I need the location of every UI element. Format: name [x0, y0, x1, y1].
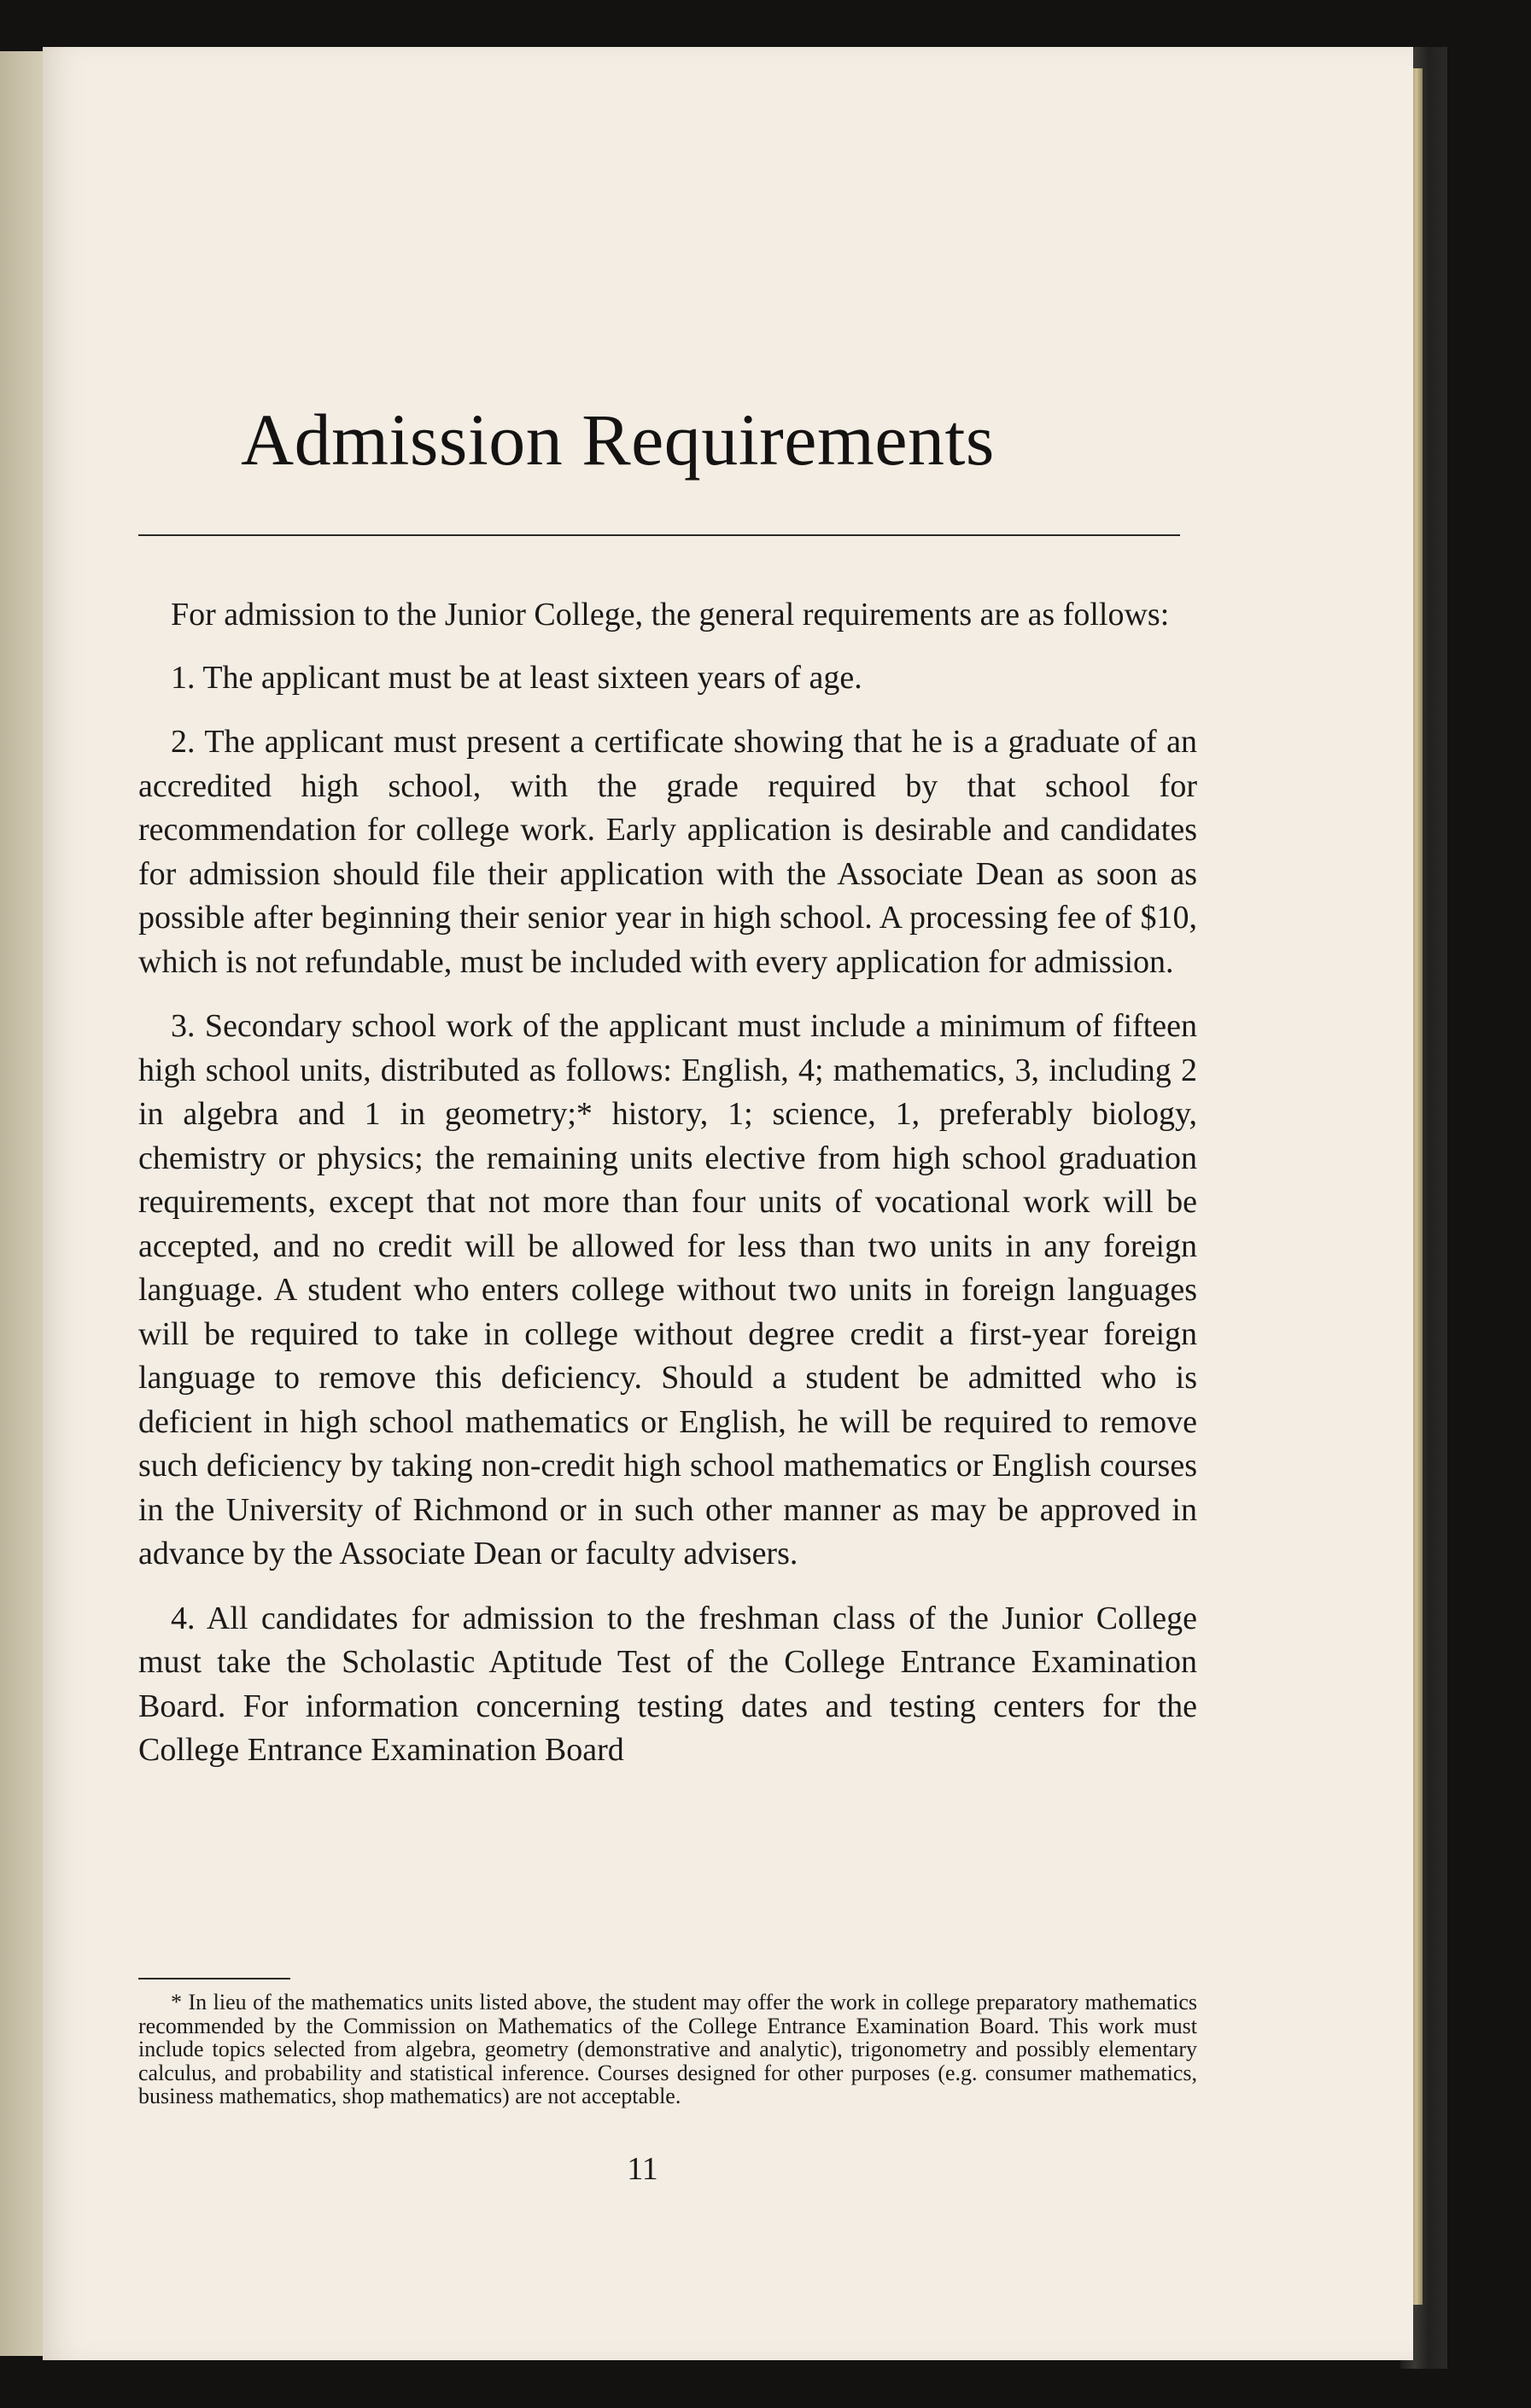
- requirement-item-2: 2. The applicant must present a certificate showing that he is a graduate of an accredited high school, with the grade required by that school for recommendation for college work. Early application is desirable and candidates for admission should file their application with the Associate Dean as soon as possible after beginning their senior year in high school. A processing fee of $10, which is not refundable, must be included with every application for admission.: [138, 724, 1197, 980]
- intro-paragraph: For admission to the Junior College, the general requirements are as follows:: [171, 597, 1170, 633]
- requirement-item-1: 1. The applicant must be at least sixteen years of age.: [171, 659, 862, 696]
- page: [43, 47, 1413, 2360]
- footnote: * In lieu of the mathematics units listed above, the student may offer the work in college preparatory mathematics recommended by the Commission on Mathematics of the College Entrance Examination Board. This work must include topics selected from algebra, geometry (demonstrative and analytic), trigonometry and possibly elementary calculus, and probability and statistical inference. Courses designed for other purposes (e.g. consumer mathematics, business mathematics, shop mathematics) are not acceptable.: [138, 1990, 1197, 2108]
- page-number: 11: [627, 2151, 658, 2187]
- page-title: Admission Requirements: [241, 399, 995, 481]
- requirement-item-4: 4. All candidates for admission to the freshman class of the Junior College must take the Scholastic Aptitude Test of the College Entrance Examination Board. For information concerning testing dates and testing centers for the College Entrance Examination Board: [138, 1600, 1197, 1768]
- body-text: [138, 593, 1197, 1793]
- requirement-item-3: 3. Secondary school work of the applicant must include a minimum of fifteen high school units, distributed as follows: English, 4; mathematics, 3, including 2 in algebra and 1 in geometry;* history, 1; science, 1, preferably biology, chemistry or physics; the remaining units elective from high school graduation requirements, except that not more than four units of vocational work will be accepted, and no credit will be allowed for less than two units in any foreign language. A student who enters college without two units in foreign languages will be required to take in college without degree credit a first-year foreign language to remove this deficiency. Should a student be admitted who is deficient in high school mathematics or English, he will be required to remove such deficiency by taking non-credit high school mathematics or English courses in the University of Richmond or in such other manner as may be approved in advance by the Associate Dean or faculty advisers.: [138, 1008, 1197, 1571]
- footnote-rule: [138, 1978, 290, 1979]
- title-rule: [138, 534, 1180, 536]
